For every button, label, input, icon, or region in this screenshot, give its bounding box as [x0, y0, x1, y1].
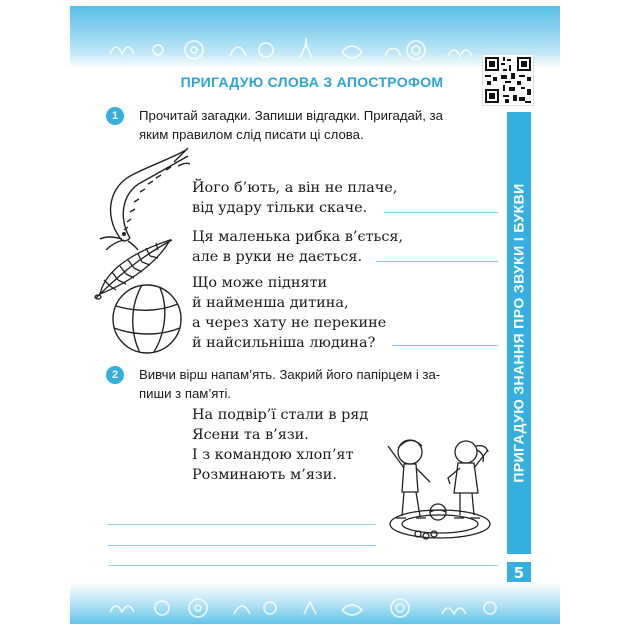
riddle-2-line-2: але в руки не дається. [192, 249, 363, 265]
riddle-3-line-1: Що може підняти [192, 275, 328, 291]
riddle-3-line-4: й найсильніша людина? [192, 335, 376, 351]
riddle-1 [192, 178, 397, 218]
bottom-decorative-band [70, 582, 560, 624]
task-1-line-2: яким правилом слід писати ці слова. [139, 127, 364, 142]
task-1-line-1: Прочитай загадки. Запиши відгадки. Пригадай, за [139, 108, 443, 123]
section-title: ПРИГАДУЮ СЛОВА З АПОСТРОФОМ [180, 74, 444, 90]
side-heading: ПРИГАДУЮ ЗНАННЯ ПРО ЗВУКИ І БУКВИ [511, 183, 528, 483]
side-heading-container [507, 112, 531, 554]
qr-code-pattern [483, 55, 533, 105]
children-exercising-illustration [380, 428, 498, 550]
riddle-1-line-2: від удару тільки скаче. [192, 200, 368, 216]
poem [192, 405, 368, 485]
task-1-number: 1 [106, 107, 124, 125]
qr-code-icon[interactable] [482, 54, 534, 106]
poem-line-3: І з командою хлоп’ят [192, 447, 354, 463]
riddle-1-answer-line[interactable] [384, 212, 498, 213]
task-2-number: 2 [106, 366, 124, 384]
riddle-3 [192, 273, 386, 353]
task-2-instructions [139, 365, 501, 403]
task-1-instructions [139, 106, 501, 144]
poem-line-1: На подвір’ї стали в ряд [192, 407, 369, 423]
writing-line-3[interactable] [108, 565, 498, 566]
poem-line-2: Ясени та в’язи. [192, 427, 309, 443]
riddle-2-answer-line[interactable] [376, 261, 498, 262]
riddle-2 [192, 227, 403, 267]
riddle-3-answer-line[interactable] [392, 345, 498, 346]
page-number: 5 [507, 562, 531, 584]
ball-illustration [108, 282, 186, 356]
riddle-2-line-1: Ця маленька рибка в’ється, [192, 229, 404, 245]
riddle-1-line-1: Його б’ють, а він не плаче, [192, 180, 398, 196]
task-2-line-1: Вивчи вірш напам’ять. Закрий його папірцем і за- [139, 367, 441, 382]
writing-line-2[interactable] [108, 545, 376, 546]
writing-line-1[interactable] [108, 524, 376, 525]
catfish-illustration [94, 146, 190, 250]
riddle-3-line-2: й найменша дитина, [192, 295, 349, 311]
riddle-3-line-3: а через хату не перекине [192, 315, 387, 331]
task-2-line-2: пиши з пам’яті. [139, 386, 232, 401]
bottom-ornament-row-icon [70, 582, 560, 624]
poem-line-4: Розминають м’язи. [192, 467, 337, 483]
